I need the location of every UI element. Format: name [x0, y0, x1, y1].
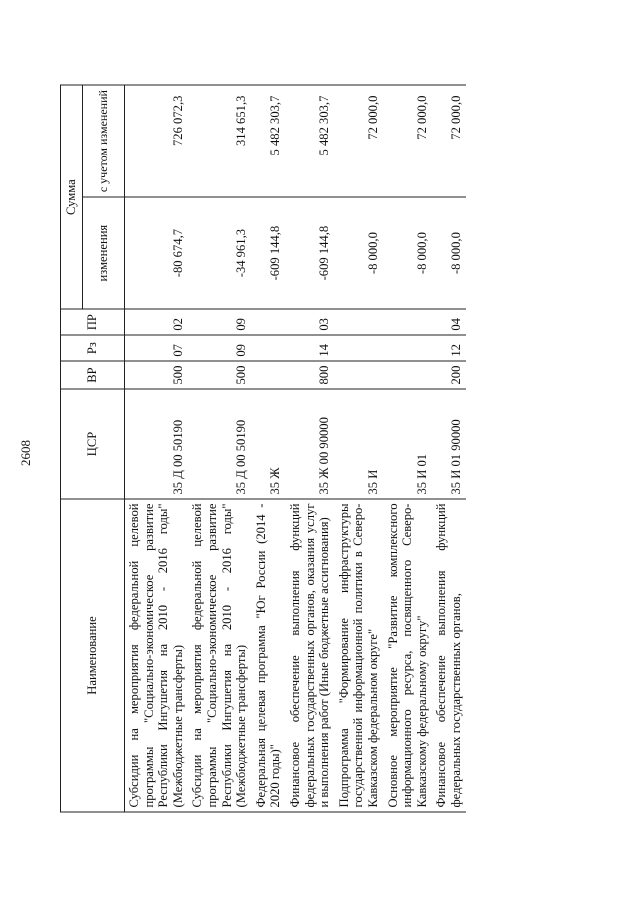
cell-name: Основное мероприятие "Развитие комплексного информационного ресурса, посвященного Северо-Кавказскому федеральному округу" — [384, 499, 433, 812]
page-number: 2608 — [18, 439, 33, 466]
cell-change: -80 674,7 — [125, 197, 189, 309]
cell-pr — [252, 309, 286, 335]
table-row — [188, 85, 251, 812]
table-row — [384, 85, 433, 812]
cell-vr — [252, 361, 286, 389]
cell-change: -609 144,8 — [286, 197, 335, 309]
cell-with-change: 5 482 303,7 — [252, 85, 286, 197]
cell-with-change: 72 000,0 — [432, 85, 466, 197]
cell-name: Финансовое обеспечение выполнения функций федеральных государственных органов, оказания услуг и выполнения работ (Иные бюджетные ассигнования) — [286, 499, 335, 812]
cell-pr: 02 — [125, 309, 189, 335]
cell-csr: 35 И 01 90000 — [432, 389, 466, 499]
cell-change: -8 000,0 — [432, 197, 466, 309]
header-change: изменения — [83, 197, 125, 309]
table-row — [432, 85, 466, 812]
cell-rz: 14 — [286, 335, 335, 361]
cell-csr: 35 Д 00 50190 — [188, 389, 251, 499]
cell-csr: 35 И 01 — [384, 389, 433, 499]
cell-change: -609 144,8 — [252, 197, 286, 309]
cell-with-change: 5 482 303,7 — [286, 85, 335, 197]
header-pr: ПР — [61, 309, 125, 335]
cell-rz: 12 — [432, 335, 466, 361]
cell-pr — [335, 309, 384, 335]
cell-pr: 09 — [188, 309, 251, 335]
cell-vr: 500 — [188, 361, 251, 389]
cell-pr: 03 — [286, 309, 335, 335]
cell-with-change: 72 000,0 — [335, 85, 384, 197]
cell-vr: 200 — [432, 361, 466, 389]
cell-vr — [384, 361, 433, 389]
cell-with-change: 72 000,0 — [384, 85, 433, 197]
cell-change: -8 000,0 — [384, 197, 433, 309]
cell-rz: 09 — [188, 335, 251, 361]
header-with-change: с учетом изменений — [83, 85, 125, 197]
table-row — [125, 85, 189, 812]
cell-name: Федеральная целевая программа "Юг России (2014 - 2020 годы)" — [252, 499, 286, 812]
cell-vr: 500 — [125, 361, 189, 389]
cell-csr: 35 Ж 00 90000 — [286, 389, 335, 499]
cell-csr: 35 И — [335, 389, 384, 499]
table-row — [335, 85, 384, 812]
budget-table — [60, 84, 466, 812]
cell-with-change: 314 651,3 — [188, 85, 251, 197]
cell-name: Субсидии на мероприятия федеральной целевой программы "Социально-экономическое развитие Республики Ингушетия на 2010 - 2016 годы" (Межбюджетные трансферты) — [188, 499, 251, 812]
cell-vr: 800 — [286, 361, 335, 389]
cell-pr — [384, 309, 433, 335]
cell-vr — [335, 361, 384, 389]
cell-rz — [384, 335, 433, 361]
cell-rz: 07 — [125, 335, 189, 361]
header-csr: ЦСР — [61, 389, 125, 499]
cell-change: -8 000,0 — [335, 197, 384, 309]
cell-change: -34 961,3 — [188, 197, 251, 309]
header-name: Наименование — [61, 499, 125, 812]
table-row — [286, 85, 335, 812]
cell-rz — [335, 335, 384, 361]
cell-csr: 35 Ж — [252, 389, 286, 499]
header-rz: Рз — [61, 335, 125, 361]
table-body — [125, 85, 467, 812]
cell-pr: 04 — [432, 309, 466, 335]
cell-csr: 35 Д 00 50190 — [125, 389, 189, 499]
cell-name: Финансовое обеспечение выполнения функций федеральных государственных органов, — [432, 499, 466, 812]
header-vr: ВР — [61, 361, 125, 389]
cell-name: Субсидии на мероприятия федеральной целевой программы "Социально-экономическое развитие Республики Ингушетия на 2010 - 2016 годы" (Межбюджетные трансферты) — [125, 499, 189, 812]
cell-rz — [252, 335, 286, 361]
cell-with-change: 726 072,3 — [125, 85, 189, 197]
table-row — [252, 85, 286, 812]
header-sum: Сумма — [61, 85, 83, 309]
cell-name: Подпрограмма "Формирование инфраструктуры государственной информационной политики в Северо-Кавказском федеральном округе" — [335, 499, 384, 812]
